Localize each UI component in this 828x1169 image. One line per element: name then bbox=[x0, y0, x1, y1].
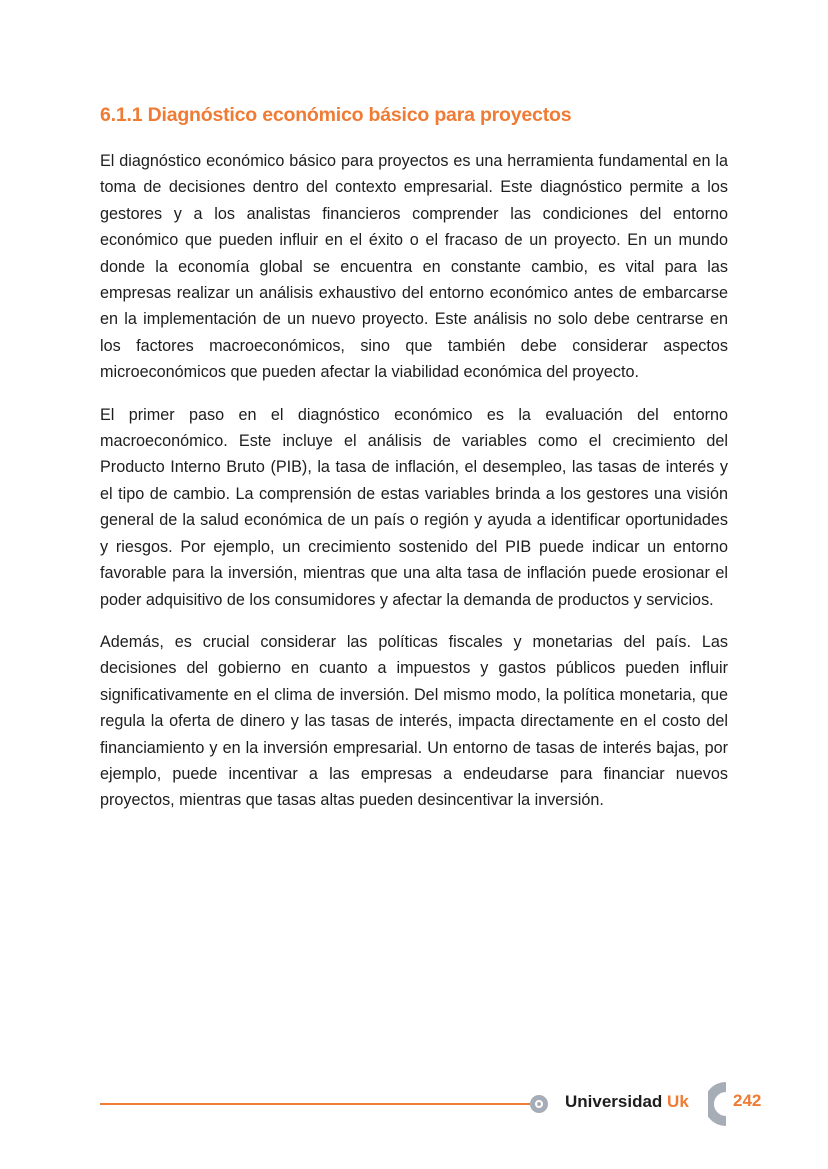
page-number: 242 bbox=[733, 1091, 762, 1110]
ring-icon bbox=[530, 1095, 548, 1113]
brand-main: Universidad bbox=[565, 1092, 663, 1111]
paragraph: El diagnóstico económico básico para proyectos es una herramienta fundamental en la toma de decisiones dentro del contexto empresarial. Este diagnóstico permite a los gestores y a los analistas financieros comprender las condiciones del entorno económico que pueden influir en el éxito o el fracaso de un proyecto. En un mundo donde la economía global se encuentra en constante cambio, es vital para las empresas realizar un análisis exhaustivo del entorno económico antes de embarcarse en la implementación de un nuevo proyecto. Este análisis no solo debe centrarse en los factores macroeconómicos, sino que también debe considerar aspectos microeconómicos que pueden afectar la viabilidad económica del proyecto. bbox=[100, 152, 728, 382]
brand-logo bbox=[565, 1092, 689, 1112]
paragraph: El primer paso en el diagnóstico económico es la evaluación del entorno macroeconómico. Este incluye el análisis de variables como el crecimiento del Producto Interno Bruto (PIB), la tasa de inflación, el desempleo, las tasas de interés y el tipo de cambio. La comprensión de estas variables brinda a los gestores una visión general de la salud económica de un país o región y ayuda a identificar oportunidades y riesgos. Por ejemplo, un crecimiento sostenido del PIB puede indicar un entorno favorable para la inversión, mientras que una alta tasa de inflación puede erosionar el poder adquisitivo de los consumidores y afectar la demanda de productos y servicios. bbox=[100, 405, 728, 609]
section-heading: 6.1.1 Diagnóstico económico básico para proyectos bbox=[100, 104, 572, 126]
brand-accent: Uk bbox=[667, 1092, 689, 1111]
footer-divider bbox=[100, 1103, 530, 1105]
paragraph: Además, es crucial considerar las políticas fiscales y monetarias del país. Las decisiones del gobierno en cuanto a impuestos y gastos públicos pueden influir significativamente en el clima de inversión. Del mismo modo, la política monetaria, que regula la oferta de dinero y las tasas de interés, impacta directamente en el costo del financiamiento y en la inversión empresarial. Un entorno de tasas de interés bajas, por ejemplo, puede incentivar a las empresas a endeudarse para financiar nuevos proyectos, mientras que tasas altas pueden desincentivar la inversión. bbox=[100, 632, 728, 810]
body-text bbox=[100, 148, 728, 830]
